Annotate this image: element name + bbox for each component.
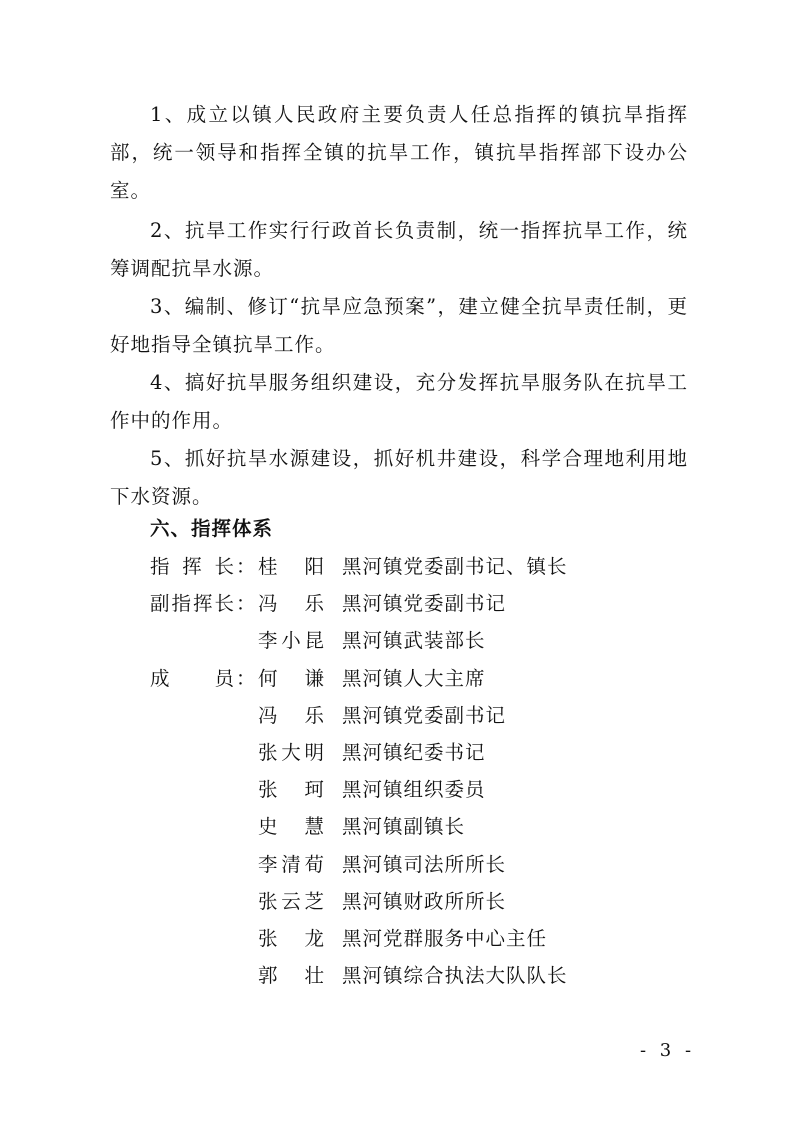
roster-name: 何 谦 (258, 666, 324, 690)
page-number: - 3 - (640, 1040, 696, 1061)
paragraph-1: 1、成立以镇人民政府主要负责人任总指挥的镇抗旱指挥部，统一领导和指挥全镇的抗旱工作，镇抗旱指挥部下设办公室。 (110, 103, 688, 202)
roster-name: 郭 壮 (258, 964, 324, 988)
roster-name: 冯 乐 (258, 592, 324, 616)
roster-title: 黑河镇副镇长 (342, 815, 466, 839)
roster-title: 黑河镇综合执法大队队长 (342, 964, 568, 988)
section-heading: 六、指挥体系 (150, 517, 274, 540)
roster-title: 黑河镇党委副书记 (342, 592, 507, 616)
roster-name: 张 大 明 (258, 741, 324, 764)
paragraph-4: 4、搞好抗旱服务组织建设，充分发挥抗旱服务队在抗旱工作中的作用。 (110, 371, 688, 432)
paragraph-3: 3、编制、修订“抗旱应急预案”，建立健全抗旱责任制，更好地指导全镇抗旱工作。 (110, 295, 688, 356)
roster-role: 副 指 挥 长 ： (150, 592, 256, 616)
roster-title: 黑河镇司法所所长 (342, 852, 507, 876)
roster-name: 李 清 荀 (258, 852, 324, 876)
paragraph-5: 5、抓好抗旱水源建设，抓好机井建设，科学合理地利用地下水资源。 (110, 447, 688, 508)
roster-title: 黑河镇组织委员 (342, 778, 486, 802)
roster-title: 黑河镇武装部长 (342, 629, 486, 653)
roster-role: 成 员 ： (150, 666, 256, 690)
roster-name: 冯 乐 (258, 703, 324, 727)
roster-name: 张 珂 (258, 778, 324, 802)
roster-title: 黑河镇党委副书记、镇长 (342, 555, 568, 578)
roster-title: 黑河镇纪委书记 (342, 741, 486, 764)
paragraph-2: 2、抗旱工作实行行政首长负责制，统一指挥抗旱工作，统筹调配抗旱水源。 (110, 219, 688, 280)
roster-title: 黑河镇党委副书记 (342, 703, 507, 727)
roster-title: 黑河镇财政所所长 (342, 889, 507, 913)
roster-title: 黑河党群服务中心主任 (342, 927, 548, 950)
roster-role: 指 挥 长 ： (150, 555, 256, 578)
roster-name: 张 龙 (258, 927, 324, 950)
roster-name: 李 小 昆 (258, 629, 324, 653)
roster-name: 张 云 芝 (258, 889, 324, 913)
roster-name: 史 慧 (258, 815, 324, 839)
roster-name: 桂 阳 (258, 555, 324, 578)
roster-title: 黑河镇人大主席 (342, 666, 486, 690)
